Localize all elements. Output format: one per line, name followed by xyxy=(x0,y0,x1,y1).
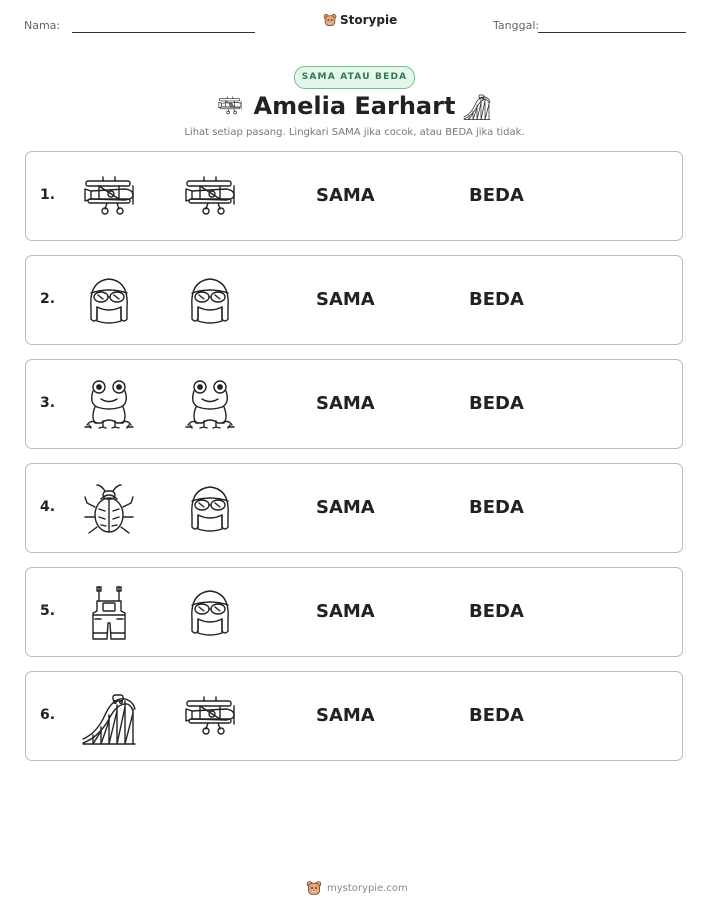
footer xyxy=(306,880,408,896)
storypie-bear-icon xyxy=(306,880,322,896)
brand-name: Storypie xyxy=(340,13,398,27)
roller-coaster-icon xyxy=(463,92,491,120)
biplane-icon xyxy=(81,169,137,225)
date-field[interactable] xyxy=(538,32,686,33)
worksheet-type-badge: SAMA ATAU BEDA xyxy=(294,66,415,89)
footer-site: mystorypie.com xyxy=(327,882,408,894)
frog-icon xyxy=(81,377,137,433)
frog-icon xyxy=(182,377,238,433)
storypie-bear-icon xyxy=(323,13,337,27)
question-number: 5. xyxy=(40,603,56,619)
aviator-helmet-icon xyxy=(182,585,238,641)
name-field[interactable] xyxy=(72,32,255,33)
question-row xyxy=(25,463,683,553)
aviator-helmet-icon xyxy=(182,273,238,329)
same-option[interactable]: SAMA xyxy=(316,601,375,622)
question-row xyxy=(25,151,683,241)
question-row xyxy=(25,255,683,345)
date-label: Tanggal: xyxy=(493,19,540,32)
different-option[interactable]: BEDA xyxy=(469,601,524,622)
question-row xyxy=(25,671,683,761)
same-option[interactable]: SAMA xyxy=(316,393,375,414)
aviator-helmet-icon xyxy=(182,481,238,537)
worksheet-title: Amelia Earhart xyxy=(253,92,456,120)
question-number: 2. xyxy=(40,291,56,307)
instructions: Lihat setiap pasang. Lingkari SAMA jika cocok, atau BEDA jika tidak. xyxy=(184,127,525,138)
same-option[interactable]: SAMA xyxy=(316,185,375,206)
aviator-helmet-icon xyxy=(81,273,137,329)
question-row xyxy=(25,359,683,449)
biplane-icon xyxy=(182,169,238,225)
brand-logo xyxy=(323,13,397,27)
same-option[interactable]: SAMA xyxy=(316,497,375,518)
different-option[interactable]: BEDA xyxy=(469,705,524,726)
overalls-icon xyxy=(81,585,137,641)
different-option[interactable]: BEDA xyxy=(469,393,524,414)
same-option[interactable]: SAMA xyxy=(316,289,375,310)
beetle-icon xyxy=(81,481,137,537)
question-row xyxy=(25,567,683,657)
same-option[interactable]: SAMA xyxy=(316,705,375,726)
roller-coaster-icon xyxy=(81,689,137,745)
different-option[interactable]: BEDA xyxy=(469,497,524,518)
name-label: Nama: xyxy=(24,19,61,32)
question-number: 6. xyxy=(40,707,56,723)
different-option[interactable]: BEDA xyxy=(469,289,524,310)
question-number: 3. xyxy=(40,395,56,411)
biplane-icon xyxy=(182,689,238,745)
question-number: 1. xyxy=(40,187,56,203)
different-option[interactable]: BEDA xyxy=(469,185,524,206)
question-number: 4. xyxy=(40,499,56,515)
